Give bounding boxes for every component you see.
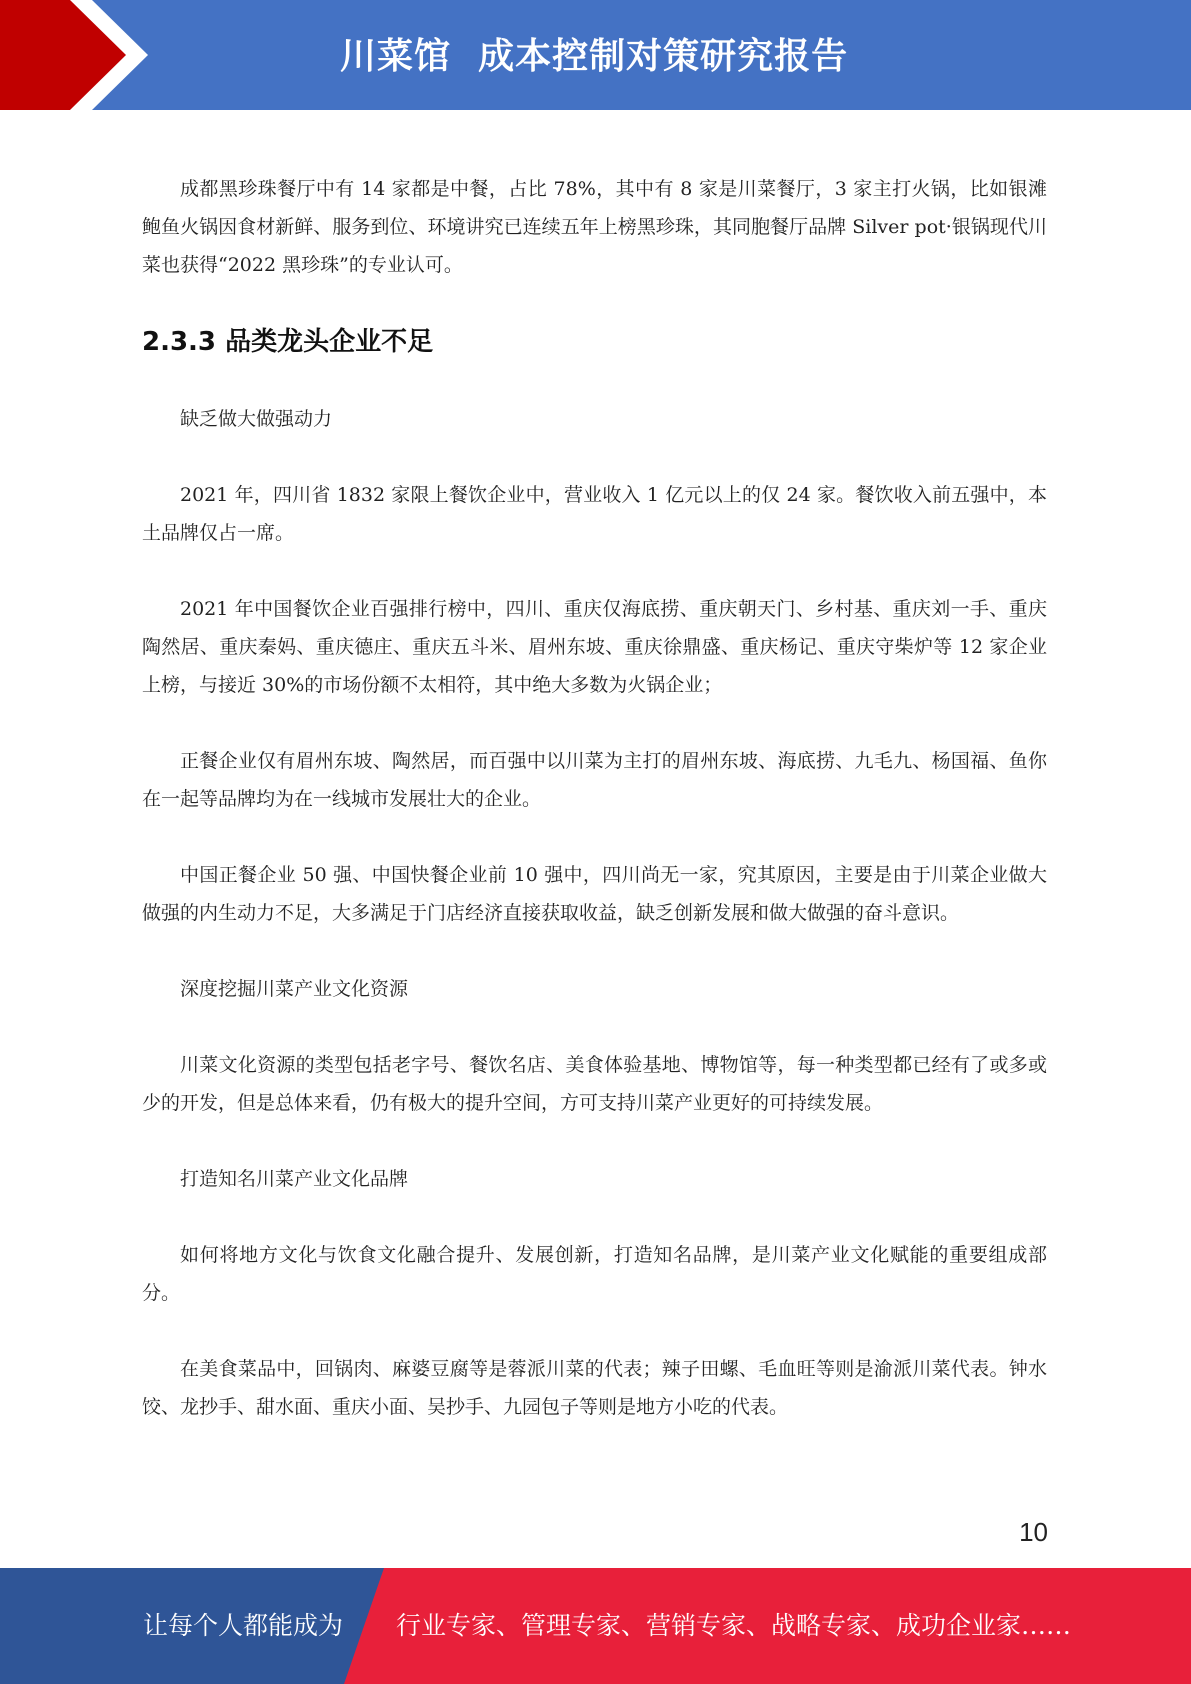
header-banner [0,0,1191,110]
page-number: 10 [1019,1517,1048,1547]
subheading-lack-of-drive: 缺乏做大做强动力 [180,408,333,430]
report-title: 川菜馆 成本控制对策研究报告 [340,36,849,77]
paragraph-culture-resources: 川菜文化资源的类型包括老字号、餐饮名店、美食体验基地、博物馆等，每一种类型都已经有了或多或少的开发，但是总体来看，仍有极大的提升空间，方可支持川菜产业更好的可持续发展。 [142,1054,1047,1114]
paragraph-sichuan-2021: 2021 年，四川省 1832 家限上餐饮企业中，营业收入 1 亿元以上的仅 24 家。餐饮收入前五强中，本土品牌仅占一席。 [142,484,1047,544]
paragraph-culture-brand: 如何将地方文化与饮食文化融合提升、发展创新，打造知名品牌，是川菜产业文化赋能的重要组成部分。 [142,1244,1047,1304]
footer-banner [0,1568,1191,1684]
page-body [142,170,1047,1464]
section-heading: 2.3.3 品类龙头企业不足 [142,327,434,357]
paragraph-top100-ranking: 2021 年中国餐饮企业百强排行榜中，四川、重庆仅海底捞、重庆朝天门、乡村基、重庆刘一手、重庆陶然居、重庆秦妈、重庆德庄、重庆五斗米、眉州东坡、重庆徐鼎盛、重庆杨记、重庆守柴炉等 12 家企业上榜，与接近 30%的市场份额不太相符，其中绝大多数为火锅企业； [142,598,1047,696]
subheading-culture-brand: 打造知名川菜产业文化品牌 [180,1168,409,1190]
subheading-culture-resources: 深度挖掘川菜产业文化资源 [180,978,409,1000]
footer-slogan-right: 行业专家、管理专家、营销专家、战略专家、成功企业家…… [396,1611,1072,1640]
paragraph-top50-analysis: 中国正餐企业 50 强、中国快餐企业前 10 强中，四川尚无一家，究其原因，主要是由于川菜企业做大做强的内生动力不足，大多满足于门店经济直接获取收益，缺乏创新发展和做大做强的奋斗意识。 [142,864,1047,924]
footer-slogan-left: 让每个人都能成为 [143,1611,344,1640]
paragraph-formal-dining: 正餐企业仅有眉州东坡、陶然居，而百强中以川菜为主打的眉州东坡、海底捞、九毛九、杨国福、鱼你在一起等品牌均为在一线城市发展壮大的企业。 [142,750,1047,810]
paragraph-representative-dishes: 在美食菜品中，回锅肉、麻婆豆腐等是蓉派川菜的代表；辣子田螺、毛血旺等则是渝派川菜代表。钟水饺、龙抄手、甜水面、重庆小面、吴抄手、九园包子等则是地方小吃的代表。 [142,1358,1047,1418]
paragraph-black-pearl: 成都黑珍珠餐厅中有 14 家都是中餐，占比 78%，其中有 8 家是川菜餐厅，3 家主打火锅，比如银滩鲍鱼火锅因食材新鲜、服务到位、环境讲究已连续五年上榜黑珍珠，其同胞餐厅品牌 Silver pot·银锅现代川菜也获得“2022 黑珍珠”的专业认可。 [142,178,1047,276]
